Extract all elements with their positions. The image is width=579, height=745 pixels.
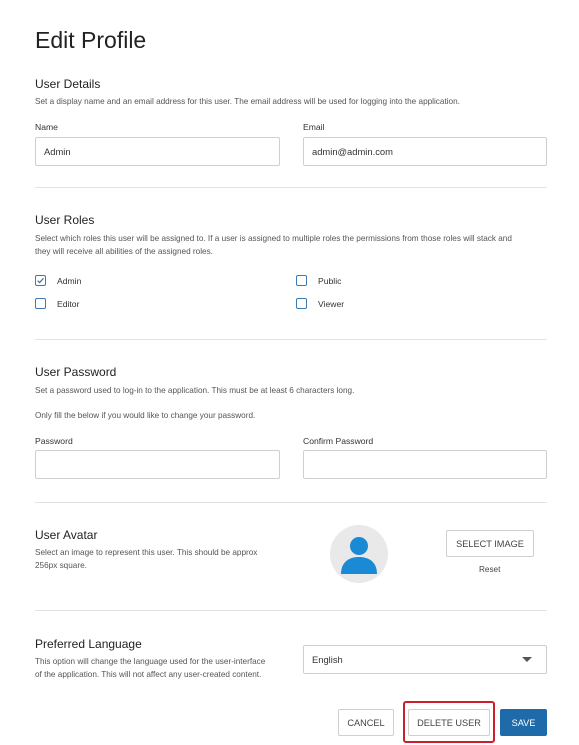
preferred-language-description-line1: This option will change the language used for the user-interface <box>35 657 266 666</box>
preferred-language-title: Preferred Language <box>35 637 142 651</box>
name-label: Name <box>35 122 58 132</box>
email-label: Email <box>303 122 325 132</box>
avatar <box>330 525 388 583</box>
delete-user-button[interactable]: DELETE USER <box>408 709 490 736</box>
checkmark-icon <box>36 276 45 285</box>
user-roles-description-line2: they will receive all abilities of the assigned roles. <box>35 247 213 256</box>
confirm-password-field[interactable] <box>303 450 547 479</box>
password-label: Password <box>35 436 73 446</box>
role-admin[interactable] <box>35 275 81 286</box>
role-editor[interactable] <box>35 298 79 309</box>
user-roles-title: User Roles <box>35 213 95 227</box>
user-avatar-description-line1: Select an image to represent this user. This should be approx <box>35 548 258 557</box>
role-viewer-checkbox[interactable] <box>296 298 307 309</box>
reset-avatar-link[interactable]: Reset <box>479 565 501 574</box>
role-admin-label: Admin <box>57 275 82 286</box>
role-admin-checkbox[interactable] <box>35 275 46 286</box>
role-public-label: Public <box>318 275 342 286</box>
role-editor-label: Editor <box>57 298 80 309</box>
language-select[interactable] <box>303 645 547 674</box>
user-roles-description-line1: Select which roles this user will be assigned to. If a user is assigned to multiple roles the permissions from those roles will stack and <box>35 234 512 243</box>
user-avatar-title: User Avatar <box>35 528 98 542</box>
confirm-password-label: Confirm Password <box>303 436 374 446</box>
name-field[interactable] <box>35 137 280 166</box>
email-field[interactable] <box>303 137 547 166</box>
page-title: Edit Profile <box>35 27 147 53</box>
password-field[interactable] <box>35 450 280 479</box>
section-divider <box>35 187 547 188</box>
preferred-language-description-line2: of the application. This will not affect any user-created content. <box>35 670 262 679</box>
user-avatar-description-line2: 256px square. <box>35 561 87 570</box>
select-image-button[interactable]: SELECT IMAGE <box>446 530 534 557</box>
user-password-description: Set a password used to log-in to the application. This must be at least 6 characters long. <box>35 386 355 395</box>
cancel-button[interactable]: CANCEL <box>338 709 394 736</box>
language-select-value: English <box>312 654 343 665</box>
user-avatar-icon <box>330 525 388 583</box>
save-button[interactable]: SAVE <box>500 709 547 736</box>
role-viewer[interactable] <box>296 298 344 309</box>
user-password-note: Only fill the below if you would like to change your password. <box>35 411 256 420</box>
chevron-down-icon <box>522 657 532 662</box>
role-viewer-label: Viewer <box>318 298 345 309</box>
section-divider <box>35 610 547 611</box>
section-divider <box>35 339 547 340</box>
role-editor-checkbox[interactable] <box>35 298 46 309</box>
user-details-description: Set a display name and an email address for this user. The email address will be used for logging into the application. <box>35 97 460 106</box>
role-public[interactable] <box>296 275 341 286</box>
user-details-title: User Details <box>35 77 101 91</box>
section-divider <box>35 502 547 503</box>
role-public-checkbox[interactable] <box>296 275 307 286</box>
user-password-title: User Password <box>35 365 117 379</box>
